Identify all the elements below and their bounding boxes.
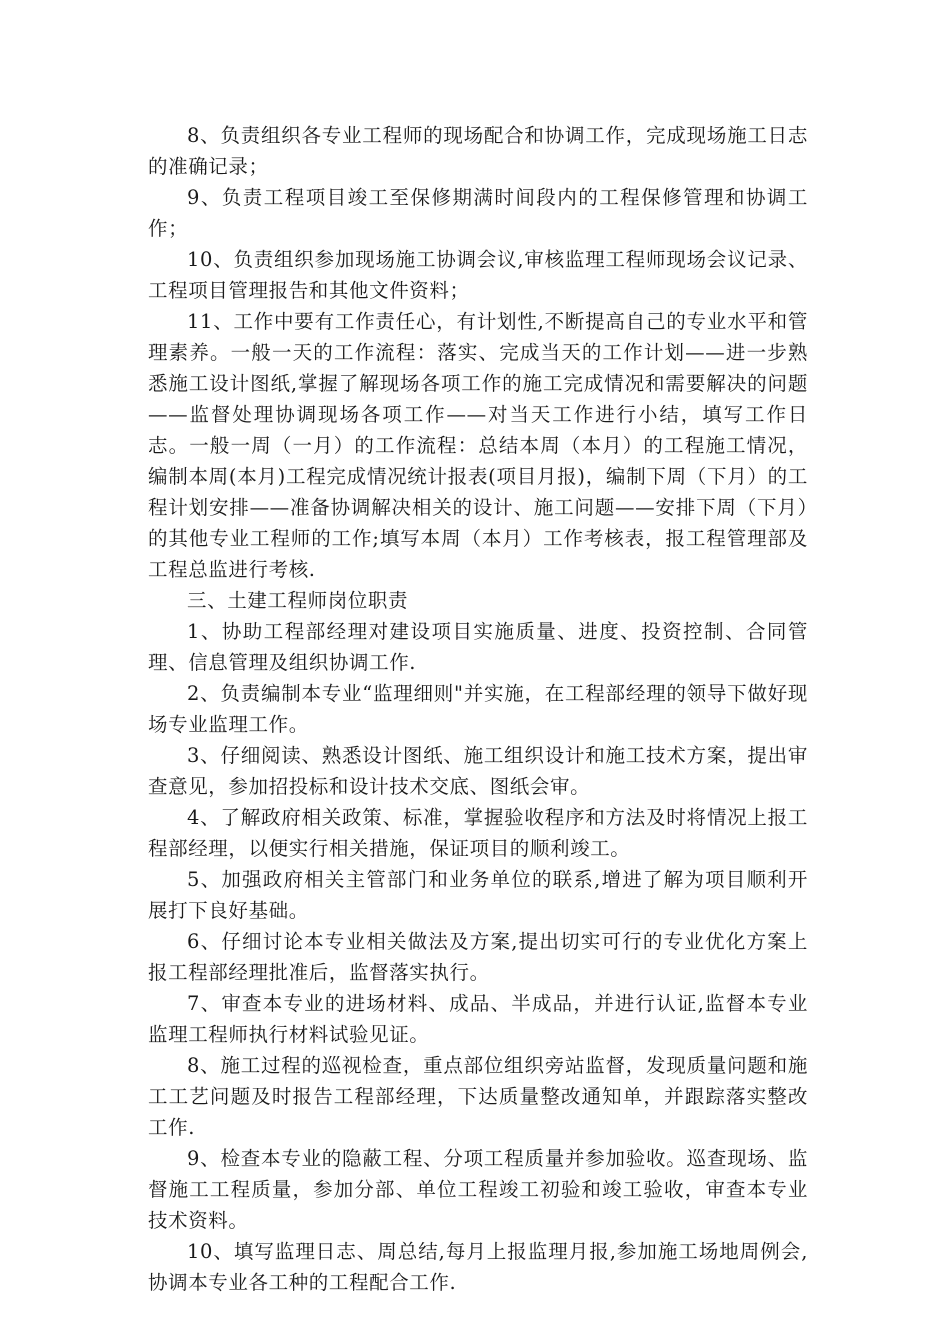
paragraph-duty-9: 9、负责工程项目竣工至保修期满时间段内的工程保修管理和协调工作； bbox=[148, 186, 808, 240]
paragraph-duty-10: 10、负责组织参加现场施工协调会议,审核监理工程师现场会议记录、工程项目管理报告和其他文件资料； bbox=[148, 248, 808, 302]
paragraph-civil-duty-8: 8、施工过程的巡视检查，重点部位组织旁站监督，发现质量问题和施工工艺问题及时报告工程部经理，下达质量整改通知单，并跟踪落实整改工作. bbox=[148, 1054, 808, 1139]
paragraph-civil-duty-7: 7、审查本专业的进场材料、成品、半成品，并进行认证,监督本专业监理工程师执行材料试验见证。 bbox=[148, 992, 808, 1046]
paragraph-civil-duty-1: 1、协助工程部经理对建设项目实施质量、进度、投资控制、合同管理、信息管理及组织协调工作. bbox=[148, 620, 808, 674]
paragraph-duty-11: 11、工作中要有工作责任心，有计划性,不断提高自己的专业水平和管理素养。一般一天的工作流程：落实、完成当天的工作计划——进一步熟悉施工设计图纸,掌握了解现场各项工作的施工完成情况和需要解决的问题——监督处理协调现场各项工作——对当天工作进行小结，填写工作日志。一般一周（一月）的工作流程：总结本周（本月）的工程施工情况，编制本周(本月)工程完成情况统计报表(项目月报)，编制下周（下月）的工程计划安排——准备协调解决相关的设计、施工问题——安排下周（下月）的其他专业工程师的工作;填写本周（本月）工作考核表，报工程管理部及工程总监进行考核. bbox=[148, 310, 808, 581]
paragraph-duty-8: 8、负责组织各专业工程师的现场配合和协调工作，完成现场施工日志的准确记录； bbox=[148, 124, 808, 178]
paragraph-civil-duty-5: 5、加强政府相关主管部门和业务单位的联系,增进了解为项目顺利开展打下良好基础。 bbox=[148, 868, 808, 922]
section-heading-civil-engineer: 三、土建工程师岗位职责 bbox=[187, 589, 409, 612]
paragraph-civil-duty-4: 4、了解政府相关政策、标准，掌握验收程序和方法及时将情况上报工程部经理，以便实行相关措施，保证项目的顺利竣工。 bbox=[148, 806, 808, 860]
paragraph-civil-duty-9: 9、检查本专业的隐蔽工程、分项工程质量并参加验收。巡查现场、监督施工工程质量，参加分部、单位工程竣工初验和竣工验收，审查本专业技术资料。 bbox=[148, 1147, 808, 1232]
paragraph-civil-duty-2: 2、负责编制本专业“监理细则"并实施，在工程部经理的领导下做好现场专业监理工作。 bbox=[148, 682, 808, 736]
paragraph-civil-duty-3: 3、仔细阅读、熟悉设计图纸、施工组织设计和施工技术方案，提出审查意见，参加招投标和设计技术交底、图纸会审。 bbox=[148, 744, 808, 798]
paragraph-civil-duty-6: 6、仔细讨论本专业相关做法及方案,提出切实可行的专业优化方案上报工程部经理批准后，监督落实执行。 bbox=[148, 930, 808, 984]
paragraph-civil-duty-10: 10、填写监理日志、周总结,每月上报监理月报,参加施工场地周例会,协调本专业各工种的工程配合工作. bbox=[148, 1240, 808, 1294]
document-body bbox=[148, 120, 808, 1298]
